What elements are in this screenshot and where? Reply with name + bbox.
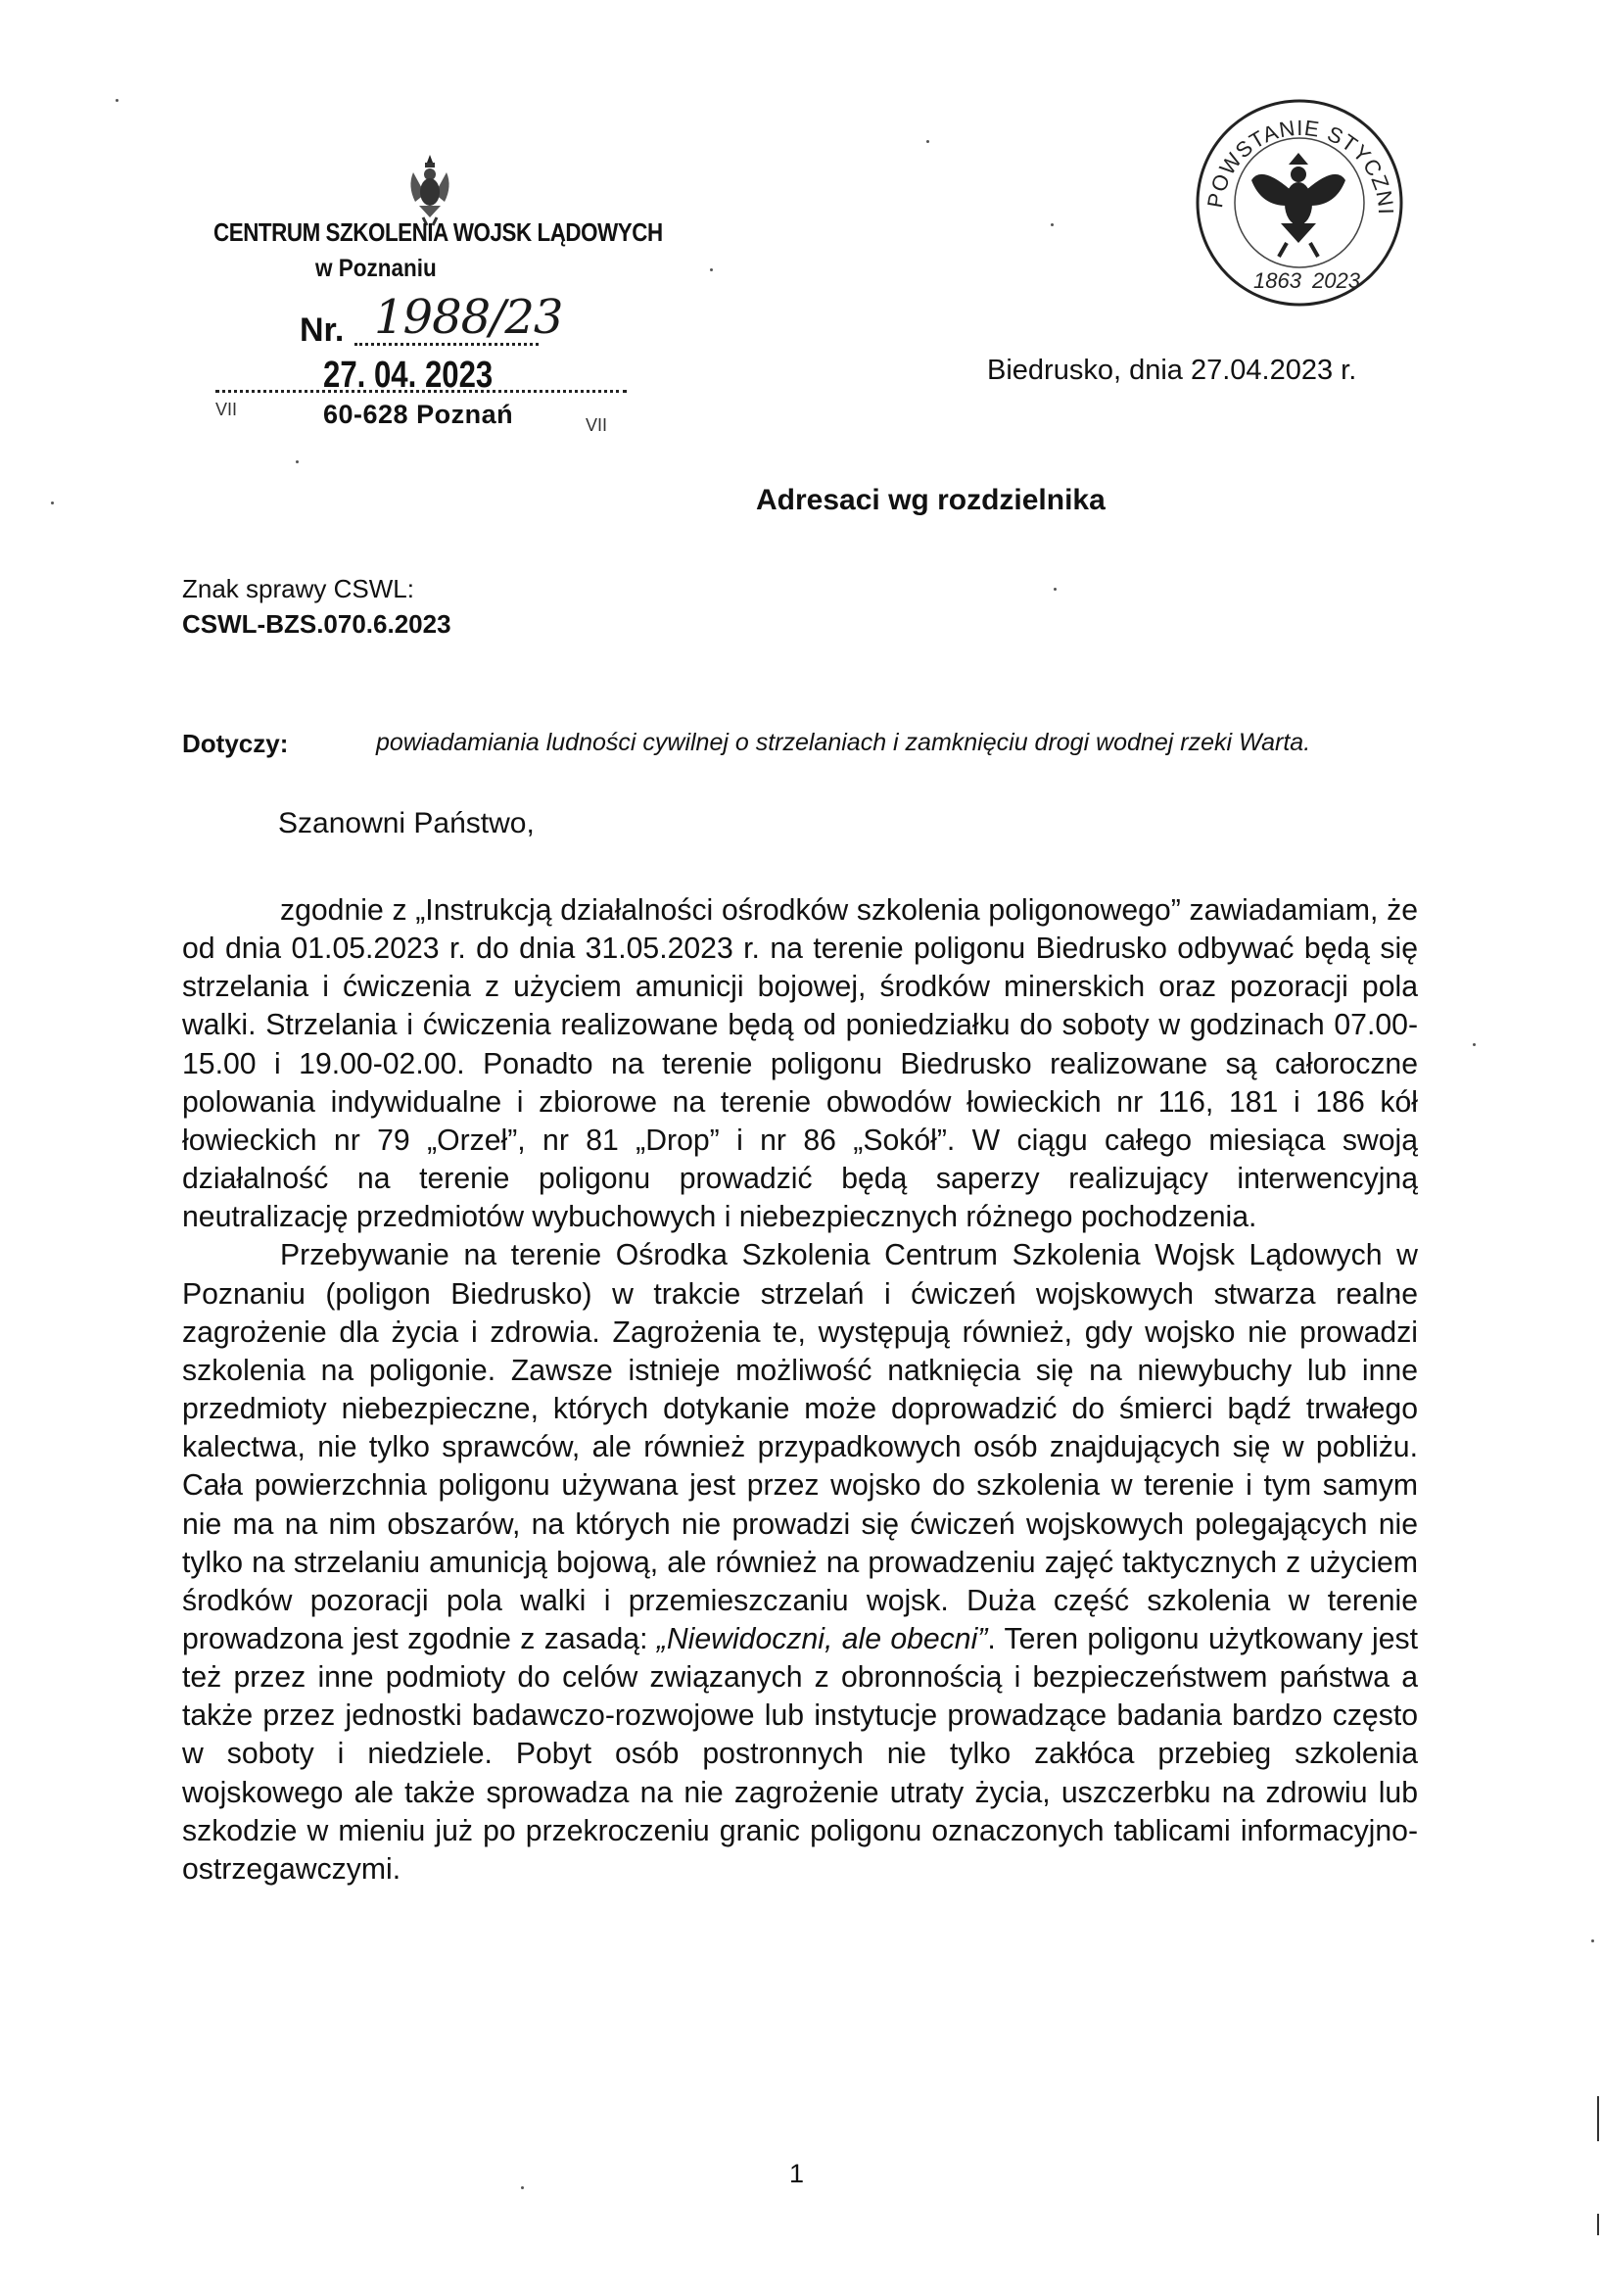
scan-speck	[926, 140, 929, 143]
seal-text: POWSTANIE STYCZNI	[1202, 115, 1399, 216]
scan-edge-mark	[1597, 2096, 1599, 2141]
stamp-postal-code: 60-628 Poznań	[323, 400, 514, 429]
addressee: Adresaci wg rozdzielnika	[756, 484, 1106, 516]
motto-quote: „Niewidoczni, ale obecni”	[656, 1622, 988, 1655]
seal-year: 1863	[1253, 268, 1301, 293]
polish-eagle-icon	[405, 153, 454, 227]
scan-speck	[296, 460, 299, 463]
place-and-date: Biedrusko, dnia 27.04.2023 r.	[987, 355, 1357, 386]
subject-label: Dotyczy:	[182, 729, 289, 758]
stamp-roman-right: VII	[586, 415, 608, 435]
subject-text: powiadamiania ludności cywilnej o strzelaniach i zamknięciu drogi wodnej rzeki Warta.	[376, 729, 1311, 756]
stamp-date: 27. 04. 2023	[323, 355, 494, 396]
letter-body	[182, 891, 1418, 1889]
case-reference-number: CSWL-BZS.070.6.2023	[182, 609, 451, 639]
body-paragraph-text: . Teren poligonu użytkowany jest też przez inne podmioty do celów związanych z obronnością i bezpieczeństwem państwa a także przez jednostki badawczo-rozwojowe lub instytucje prowadzące badania bardzo często w soboty i niedziele. Pobyt osób postronnych nie tylko zakłóca przebieg szkolenia wojskowego ale także sprowadza na nie zagrożenie utraty życia, uszczerbku na zdrowiu lub szkodzie w mieniu już po przekroczeniu granic poligonu oznaczonych tablicami informacyjno-ostrzegawczymi.	[182, 1622, 1418, 1886]
registry-number-label: Nr.	[300, 311, 345, 349]
scan-speck	[1473, 1043, 1476, 1046]
office-name: CENTRUM SZKOLENIA WOJSK LĄDOWYCH	[213, 217, 663, 247]
page-number: 1	[789, 2159, 805, 2188]
scan-speck	[521, 2186, 524, 2189]
registry-number-handwritten: 1988/23	[374, 290, 563, 345]
body-paragraph-text: Przebywanie na terenie Ośrodka Szkolenia Centrum Szkolenia Wojsk Lądowych w Poznaniu (poligon Biedrusko) w trakcie strzelań i ćwiczeń wojskowych stwarza realne zagrożenie dla życia i zdrowia. Zagrożenia te, występują również, gdy wojsko nie prowadzi szkolenia na poligonie. Zawsze istnieje możliwość natknięcia się na niewybuchy lub inne przedmioty niebezpieczne, których dotykanie może doprowadzić do śmierci bądź trwałego kalectwa, nie tylko sprawców, ale również przypadkowych osób znajdujących się w pobliżu. Cała powierzchnia poligonu używana jest przez wojsko do szkolenia w terenie i tym samym nie ma na nim obszarów, na których nie prowadzi się ćwiczeń wojskowych polegających nie tylko na strzelaniu amunicją bojową, ale również na prowadzeniu zajęć taktycznych z użyciem środków pozoracji pola walki i przemieszczaniu wojsk. Duża część szkolenia w terenie prowadzona jest zgodnie z zasadą:	[182, 1239, 1418, 1655]
seal-year-right: 2023	[1312, 268, 1360, 293]
eagle-seal-icon	[1193, 96, 1406, 310]
scan-speck	[1051, 223, 1054, 226]
scan-edge-mark	[1597, 2214, 1599, 2235]
scan-speck	[116, 99, 118, 102]
salutation: Szanowni Państwo,	[278, 807, 535, 839]
office-city: w Poznaniu	[315, 255, 437, 282]
body-paragraph: zgodnie z „Instrukcją działalności ośrodków szkolenia poligonowego” zawiadamiam, że od dnia 01.05.2023 r. do dnia 31.05.2023 r. na terenie poligonu Biedrusko odbywać będą się strzelania i ćwiczenia z użyciem amunicji bojowej, środków minerskich oraz pozoracji pola walki. Strzelania i ćwiczenia realizowane będą od poniedziałku do soboty w godzinach 07.00-15.00 i 19.00-02.00. Ponadto na terenie poligonu Biedrusko realizowane są całoroczne polowania indywidualne i zbiorowe na terenie obwodów łowieckich nr 116, 181 i 186 kół łowieckich nr 79 „Orzeł”, nr 81 „Drop” i nr 86 „Sokół”. W ciągu całego miesiąca swoją działalność na terenie poligonu prowadzić będą saperzy realizujący interwencyjną neutralizację przedmiotów wybuchowych i niebezpiecznych różnego pochodzenia.	[182, 894, 1418, 1234]
stamp-roman-left: VII	[215, 400, 238, 419]
scan-speck	[51, 502, 54, 504]
scan-speck	[1054, 588, 1057, 591]
scan-speck	[1591, 1939, 1594, 1942]
scan-speck	[710, 268, 713, 271]
case-reference-label: Znak sprawy CSWL:	[182, 574, 414, 603]
body-paragraph	[182, 1236, 1418, 1889]
